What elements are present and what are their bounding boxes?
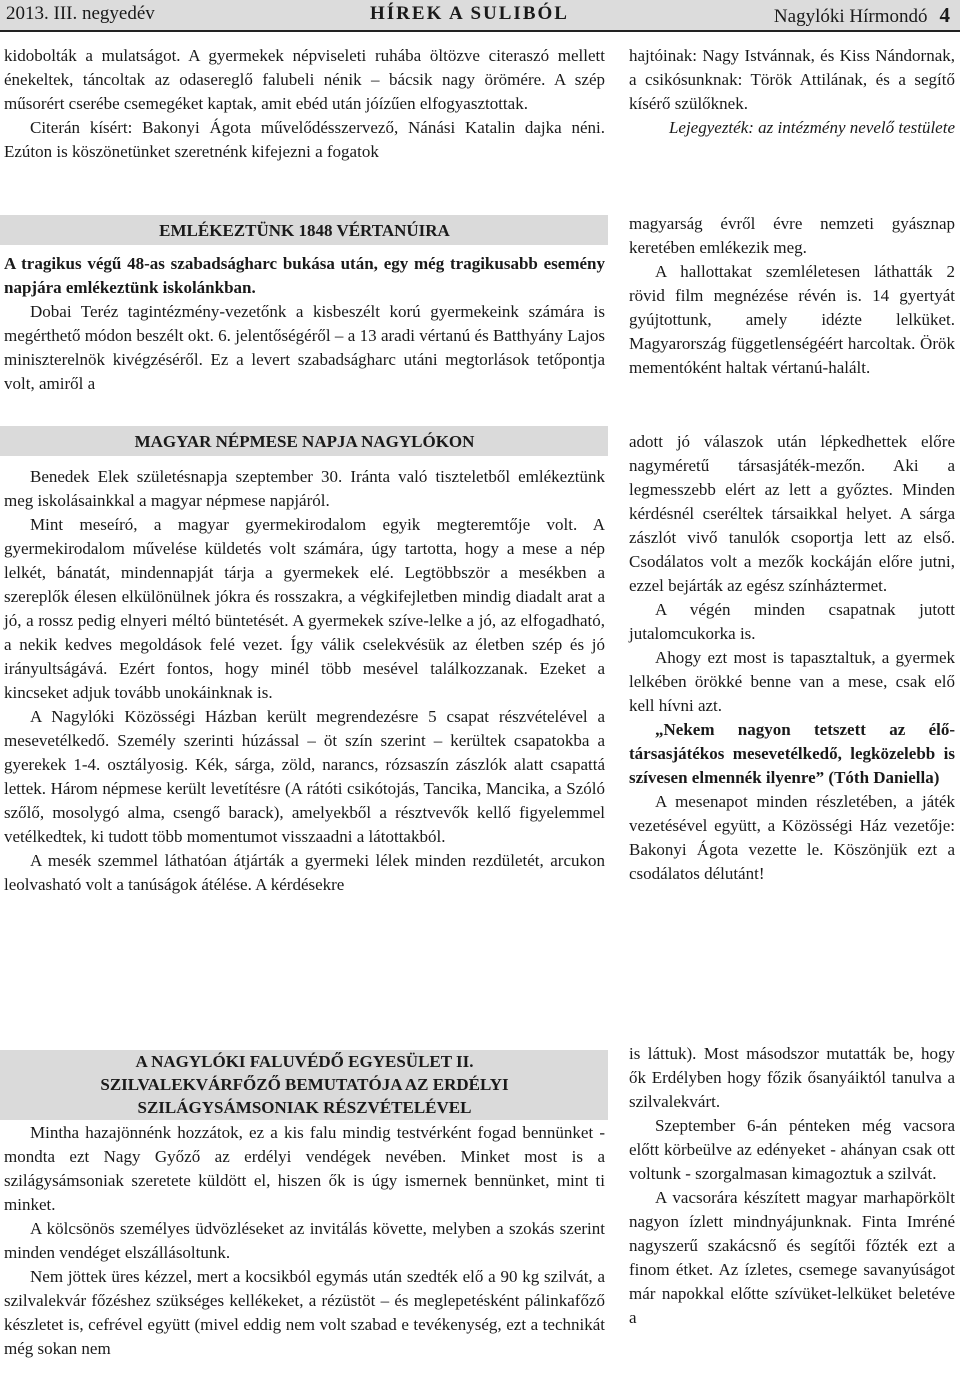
s2-paragraph: Dobai Teréz tagintézmény-vezetőnk a kisbeszélt korú gyermekeink számára is megérthető módon beszélt okt. 6. jelentőségéről – a 13 aradi vértanú és Batthyány Lajos miniszterelnök kivégzéséről. Ez a levert szabadságharc utáni megtorlások tetőpontja volt, amiről a [4,302,605,393]
s4-paragraph: Szeptember 6-án pénteken még vacsora előtt körbeülve az edényeket - ahányan csak ott voltunk - szorgalmasan kimagoztuk a szilvát. [629,1116,955,1183]
s4-title: A NAGYLÓKI FALUVÉDŐ EGYESÜLET II. SZILVALEKVÁRFŐZŐ BEMUTATÓJA AZ ERDÉLYI SZILÁGYSÁMSONIAK RÉSZVÉTELÉVEL [100,1052,509,1117]
issue-label: 2013. III. negyedév [6,3,155,24]
s2-title: EMLÉKEZTÜNK 1848 VÉRTANÚIRA [159,221,450,240]
s2-right-column [629,212,955,380]
s3-quote: „Nekem nagyon tetszett az élő-társasjátékos mesevetélkedő, legközelebb is szívesen elmennék ilyenre” (Tóth Daniella) [629,720,955,787]
s1-paragraph: kidobolták a mulatságot. A gyermekek népviseleti ruhába öltözve citeraszó mellett énekeltek, táncoltak az odasereglő falubeli nénik – bácsik nagy örömére. A szép műsorért cserébe csemegéket kaptak, amit ebéd után jóízűen elfogyasztottak. [4,46,605,113]
section-title: HÍREK A SULIBÓL [370,3,569,24]
page-number: 4 [939,3,950,27]
s3-paragraph: Ahogy ezt most is tapasztaltuk, a gyermek lelkében örökké benne van a mese, csak elő kell hívni azt. [629,648,955,715]
s3-paragraph: A Nagylóki Közösségi Házban került megrendezésre 5 csapat részvételével a mesevetélkedő. Személy szerinti húzással – öt szín szerint – kerültek csapatokba a gyerekek 1-4. osztályosig. Kék, sárga, zöld, narancs, rózsaszín zászlók alatt csapattá lettek. Három népmese került levetítésre (A rátóti csikótojás, Tancika, Mancika, a Szóló szőlő, mosolygó alma, csengő barack), amelyekből a résztvevők kellő figyelemmel vetélkedtek, ki tudott több momentumot visszaadni a látottakból. [4,707,605,846]
s3-left-column [4,430,605,897]
s1-paragraph: hajtóinak: Nagy Istvánnak, és Kiss Nándornak, a csikósunknak: Török Attilának, és a segítő kísérő szülőknek. [629,46,955,113]
s4-paragraph: Mintha hazajönnénk hozzátok, ez a kis falu mindig testvérként fogad bennünket - mondta ezt Nagy Győző az erdélyi vendégek nevében. Minket most is a szilágysámsoniak szeretete küldött el, hiszen ők is úgy ismernek bennünket, mint ti minket. [4,1123,605,1214]
s1-signature: Lejegyezték: az intézmény nevelő testülete [668,118,955,137]
s3-paragraph: A mesék szemmel láthatóan átjárták a gyermeki lélek minden rezdületét, arcukon leolvasható volt a tanúságok átélése. A kérdésekre [4,851,605,894]
s3-paragraph: A végén minden csapatnak jutott jutalomcukorka is. [629,600,955,643]
s4-left-column [4,1050,605,1361]
s4-paragraph: Nem jöttek üres kézzel, mert a kocsikból egymás után szedték elő a 90 kg szilvát, a szilvalekvár főzéshez szükséges kellékeket, a rézüstöt – és meglepetésként pálinkafőző készletet is, cefrével együtt (mivel eddig nem volt szabad e tevékenység, ezt a technikát még sokan nem [4,1267,605,1358]
page-header [0,0,960,32]
s4-paragraph: is láttuk). Most másodszor mutatták be, hogy ők Erdélyben hogy főzik ősanyáiktól tanulva a szilvalekvárt. [629,1044,955,1111]
s3-paragraph: adott jó válaszok után lépkedhettek előre nagyméretű társasjáték-mezőn. Aki a legmesszebb elért az lett a győztes. Minden kérdésnél cseréltek társaikkal helyet. A sárga zászlót vivő tanulók csoportja lett az első. Csodálatos volt a mezők kockáján előre jutni, ezzel bejárták az egész színháztermet. [629,432,955,595]
s4-right-column [629,1042,955,1330]
s2-lead: A tragikus végű 48-as szabadságharc bukása után, egy még tragikusabb esemény napjára emlékeztünk iskolánkban. [4,254,605,297]
s3-title: MAGYAR NÉPMESE NAPJA NAGYLÓKON [134,432,475,451]
paper-title: Nagylóki Hírmondó [773,6,928,27]
s1-right-column [629,44,955,140]
s1-paragraph: Citerán kísért: Bakonyi Ágota művelődésszervező, Nánási Katalin dajka néni. Ezúton is köszönetünket szeretnénk kifejezni a fogatok [4,118,605,161]
s2-paragraph: magyarság évről évre nemzeti gyásznap keretében emlékezik meg. [629,214,955,257]
s2-left-column [4,219,605,396]
s3-paragraph: Mint meseíró, a magyar gyermekirodalom egyik megteremtője volt. A gyermekirodalom művelése küldetés volt számára, úgy tartotta, hogy a mese a nép lelkét, bánatát, mindennapját tárja a gyermekek elé. Legtöbbször a mesékben a szereplők élesen elkülönülnek jókra és rosszakra, a végkifejletben mindig diadalt arat a jó, a rossz pedig elnyeri méltó büntetését. A gyermekek szíve-lelke a jó, az elfogadható, a nekik kedves megoldások felé vezet. Így válik cselekvésük az életben szép és jó irányultságává. Ezért fontos, hogy minél több mesével találkozzanak. Ezeket a kincseket adjuk tovább unokáinknak is. [4,515,605,702]
s3-paragraph: Benedek Elek születésnapja szeptember 30. Iránta való tiszteletből emlékeztünk meg iskolásainkkal a magyar népmese napjáról. [4,467,605,510]
s4-paragraph: A vacsorára készített magyar marhapörkölt nagyon ízlett mindnyájunknak. Finta Imréné nagyszerű szakácsnő és segítői főzték ezt a finom étket. Az ízletes, csemege savanyúságot már napokkal előtte szívüket-lelküket beletéve a [629,1188,955,1327]
s2-paragraph: A hallottakat szemléletesen láthatták 2 rövid film megnézése révén is. 14 gyertyát gyújtottunk, amely idézte lelküket. Magyarország függetlenségéért harcoltak. Örök mementóként haltak vértanú-halált. [629,262,955,377]
s3-paragraph: A mesenapot minden részletében, a játék vezetésével együtt, a Közösségi Ház vezetője: Bakonyi Ágota vezette le. Köszönjük ezt a csodálatos délutánt! [629,792,955,883]
paper-name [774,3,950,28]
s3-right-column [629,430,955,886]
s4-paragraph: A kölcsönös személyes üdvözléseket az invitálás követte, melyben a szokás szerint minden vendéget elszállásoltunk. [4,1219,605,1262]
s1-left-column [4,44,605,164]
